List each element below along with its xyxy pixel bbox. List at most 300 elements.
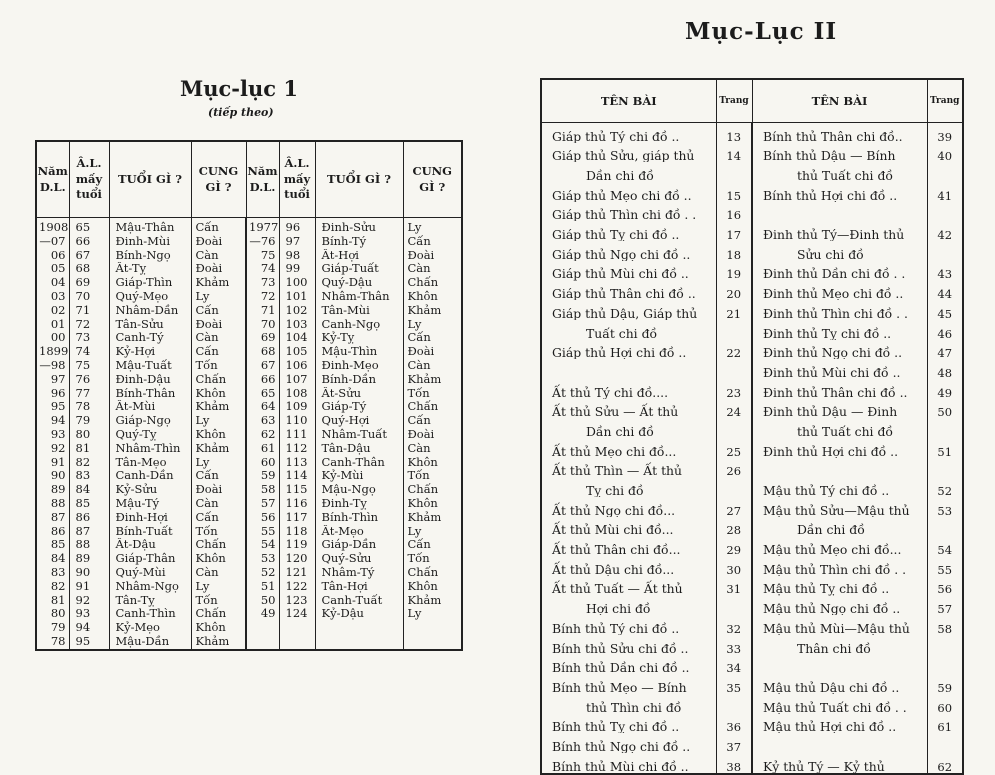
- table-row: [36, 469, 462, 483]
- toc-page-number: 31: [716, 576, 752, 596]
- cell-cung: Ly: [191, 290, 246, 304]
- table-row: [36, 607, 462, 621]
- cell-tuoi: Canh-Thìn: [109, 607, 191, 621]
- cell-tuoi2: Tân-Hợi: [315, 580, 403, 594]
- cell-al2: 118: [279, 525, 315, 539]
- toc-page-number: 49: [927, 379, 963, 399]
- cell-al2: 114: [279, 469, 315, 483]
- toc-page-number: 23: [716, 379, 752, 399]
- cell-cung2: Ly: [403, 525, 462, 539]
- cell-year2: 52: [246, 566, 279, 580]
- table-row: [36, 566, 462, 580]
- cell-al: 83: [69, 469, 109, 483]
- header-tuoi-2: TUỔI GÌ ?: [315, 141, 403, 218]
- toc-page-number: [927, 733, 963, 753]
- toc-page-number: 30: [716, 556, 752, 576]
- cell-year: —07: [36, 235, 69, 249]
- cell-cung: Đoài: [191, 235, 246, 249]
- cell-year: 81: [36, 594, 69, 608]
- toc-page-number: 36: [716, 714, 752, 734]
- cell-cung: Khôn: [191, 387, 246, 401]
- table-row: [36, 552, 462, 566]
- cell-year: 93: [36, 428, 69, 442]
- cell-al2: 116: [279, 497, 315, 511]
- cell-tuoi: Giáp-Thân: [109, 552, 191, 566]
- cell-tuoi2: Tân-Mùi: [315, 304, 403, 318]
- cell-year: 87: [36, 511, 69, 525]
- cell-year2: 67: [246, 359, 279, 373]
- toc-entry-title: Dần chi đồ: [752, 517, 927, 537]
- cell-al: 91: [69, 580, 109, 594]
- cell-cung2: Tốn: [403, 469, 462, 483]
- table-row: [36, 262, 462, 276]
- toc-entry-title: Ất thủ Tý chi đồ....: [541, 379, 716, 399]
- toc-page-number: 17: [716, 221, 752, 241]
- cell-al: 87: [69, 525, 109, 539]
- cell-year: 83: [36, 566, 69, 580]
- cell-cung: Tốn: [191, 359, 246, 373]
- cell-tuoi: Mậu-Tý: [109, 497, 191, 511]
- toc-row: [541, 694, 963, 714]
- cell-cung2: Chấn: [403, 483, 462, 497]
- table-row: [36, 511, 462, 525]
- toc-header-row: [541, 79, 963, 123]
- toc-row: [541, 221, 963, 241]
- toc-entry-title: thủ Tuất chi đồ: [752, 162, 927, 182]
- cell-cung2: Khảm: [403, 511, 462, 525]
- toc-page-number: 15: [716, 182, 752, 202]
- toc-row: [541, 733, 963, 753]
- cell-cung2: Chấn: [403, 276, 462, 290]
- cell-year: 96: [36, 387, 69, 401]
- toc-entry-title: Giáp thủ Ngọ chi đồ ..: [541, 241, 716, 261]
- cell-tuoi: Nhâm-Thìn: [109, 442, 191, 456]
- toc-page-number: 26: [716, 458, 752, 478]
- toc-page-number: [927, 418, 963, 438]
- cell-al: 73: [69, 331, 109, 345]
- cell-year2: [246, 635, 279, 650]
- cell-al2: 103: [279, 318, 315, 332]
- cell-al: 72: [69, 318, 109, 332]
- cell-al: 94: [69, 621, 109, 635]
- toc-page-number: 40: [927, 143, 963, 163]
- toc-entry-title: Mậu thủ Hợi chi đồ ..: [752, 714, 927, 734]
- cell-year: 97: [36, 373, 69, 387]
- toc-entry-title: Ất thủ Mẹo chi đồ...: [541, 438, 716, 458]
- cell-cung2: Khôn: [403, 290, 462, 304]
- table-row: [36, 249, 462, 263]
- cell-al: 88: [69, 538, 109, 552]
- toc-row: [541, 202, 963, 222]
- toc-page-number: 13: [716, 123, 752, 143]
- cell-cung2: Cấn: [403, 331, 462, 345]
- cell-year: 86: [36, 525, 69, 539]
- cell-year2: 50: [246, 594, 279, 608]
- cell-tuoi: Nhâm-Ngọ: [109, 580, 191, 594]
- toc-entry-title: Đinh thủ Hợi chi đồ ..: [752, 438, 927, 458]
- toc-entry-title: Bính thủ Tỵ chi đồ ..: [541, 714, 716, 734]
- cell-cung: Khôn: [191, 552, 246, 566]
- cell-cung2: [403, 635, 462, 650]
- toc-entry-title: Ất thủ Tuất — Ất thủ: [541, 576, 716, 596]
- cell-cung: Ly: [191, 414, 246, 428]
- toc-row: [541, 674, 963, 694]
- cell-cung: Chấn: [191, 373, 246, 387]
- toc-row: [541, 162, 963, 182]
- cell-tuoi: Kỷ-Sửu: [109, 483, 191, 497]
- cell-cung2: Chấn: [403, 400, 462, 414]
- cell-year: 1908: [36, 218, 69, 235]
- cell-al2: 111: [279, 428, 315, 442]
- toc-entry-title: Mậu thủ Thìn chi đồ . .: [752, 556, 927, 576]
- cell-year2: 57: [246, 497, 279, 511]
- cell-cung: Đoài: [191, 262, 246, 276]
- cell-year2: [246, 621, 279, 635]
- cell-cung: Cấn: [191, 511, 246, 525]
- table-row: [36, 400, 462, 414]
- cell-year: —98: [36, 359, 69, 373]
- table-row: [36, 387, 462, 401]
- cell-tuoi: Quý-Mẹo: [109, 290, 191, 304]
- cell-al2: 108: [279, 387, 315, 401]
- left-page: [0, 0, 480, 726]
- table-row: [36, 373, 462, 387]
- toc-row: [541, 556, 963, 576]
- cell-year: 90: [36, 469, 69, 483]
- cell-year2: 60: [246, 456, 279, 470]
- toc-entry-title: Ất thủ Dậu chi đồ...: [541, 556, 716, 576]
- cell-tuoi2: Ất-Sửu: [315, 387, 403, 401]
- cell-tuoi2: Bính-Tý: [315, 235, 403, 249]
- cell-tuoi2: [315, 621, 403, 635]
- toc-entry-title: [752, 733, 927, 753]
- cell-tuoi: Đinh-Mùi: [109, 235, 191, 249]
- cell-tuoi: Mậu-Thân: [109, 218, 191, 235]
- toc-page-number: 18: [716, 241, 752, 261]
- cell-cung: Càn: [191, 566, 246, 580]
- cell-year2: 69: [246, 331, 279, 345]
- cell-al2: 96: [279, 218, 315, 235]
- cell-cung: Khảm: [191, 400, 246, 414]
- toc-entry-title: Hợi chi đồ: [541, 596, 716, 616]
- cell-al2: 123: [279, 594, 315, 608]
- cell-cung2: Tốn: [403, 552, 462, 566]
- cell-year: 89: [36, 483, 69, 497]
- cell-al: 82: [69, 456, 109, 470]
- header-year: Năm D.L.: [36, 141, 69, 218]
- cell-year2: 56: [246, 511, 279, 525]
- toc-entry-title: Đinh thủ Dậu — Đinh: [752, 399, 927, 419]
- toc-page-number: 22: [716, 340, 752, 360]
- toc-entry-title: Đinh thủ Mùi chi đồ ..: [752, 359, 927, 379]
- toc-entry-title: [541, 359, 716, 379]
- toc-page-number: 19: [716, 261, 752, 281]
- cell-year2: 62: [246, 428, 279, 442]
- cell-year: 85: [36, 538, 69, 552]
- cell-cung: Cấn: [191, 304, 246, 318]
- cell-al: 70: [69, 290, 109, 304]
- cell-tuoi2: Bính-Thìn: [315, 511, 403, 525]
- cell-cung: Khảm: [191, 276, 246, 290]
- toc-header-page: Trang: [716, 79, 752, 123]
- cell-tuoi: Đinh-Dậu: [109, 373, 191, 387]
- toc-page-number: 37: [716, 733, 752, 753]
- cell-cung2: Đoài: [403, 249, 462, 263]
- toc-entry-title: Giáp thủ Hợi chi đồ ..: [541, 340, 716, 360]
- cell-year: 95: [36, 400, 69, 414]
- cell-al2: 99: [279, 262, 315, 276]
- cell-tuoi2: Ất-Hợi: [315, 249, 403, 263]
- toc-entry-title: Mậu thủ Mẹo chi đồ...: [752, 536, 927, 556]
- cell-cung2: Khôn: [403, 580, 462, 594]
- toc-row: [541, 438, 963, 458]
- cell-tuoi2: Kỷ-Dậu: [315, 607, 403, 621]
- cell-cung2: Đoài: [403, 428, 462, 442]
- table-row: [36, 304, 462, 318]
- toc-page-number: [716, 694, 752, 714]
- toc-page-number: [927, 655, 963, 675]
- toc-entry-title: Tuất chi đồ: [541, 320, 716, 340]
- cell-tuoi2: Bính-Dần: [315, 373, 403, 387]
- cell-tuoi: Nhâm-Dần: [109, 304, 191, 318]
- cell-al2: 117: [279, 511, 315, 525]
- toc-entry-title: Mậu thủ Ngọ chi đồ ..: [752, 596, 927, 616]
- cell-year2: 65: [246, 387, 279, 401]
- cell-al2: 110: [279, 414, 315, 428]
- toc-page-number: [927, 635, 963, 655]
- cell-cung: Chấn: [191, 607, 246, 621]
- toc-row: [541, 655, 963, 675]
- toc-page-number: 27: [716, 497, 752, 517]
- cell-cung: Càn: [191, 249, 246, 263]
- table-row: [36, 359, 462, 373]
- toc-row: [541, 497, 963, 517]
- cell-al2: 112: [279, 442, 315, 456]
- toc-entry-title: Mậu thủ Tỵ chi đồ ..: [752, 576, 927, 596]
- cell-cung: Ly: [191, 580, 246, 594]
- cell-tuoi: Kỷ-Mẹo: [109, 621, 191, 635]
- toc-row: [541, 418, 963, 438]
- cell-al2: [279, 621, 315, 635]
- cell-tuoi2: Kỷ-Mùi: [315, 469, 403, 483]
- cell-tuoi2: Canh-Tuất: [315, 594, 403, 608]
- cell-year: 80: [36, 607, 69, 621]
- cell-al2: 102: [279, 304, 315, 318]
- cell-tuoi2: Nhâm-Thân: [315, 290, 403, 304]
- cell-year2: 73: [246, 276, 279, 290]
- cell-year2: 71: [246, 304, 279, 318]
- cell-al: 86: [69, 511, 109, 525]
- toc-row: [541, 300, 963, 320]
- table-row: [36, 580, 462, 594]
- cell-cung2: Khảm: [403, 373, 462, 387]
- toc-page-number: 24: [716, 399, 752, 419]
- table-row: [36, 538, 462, 552]
- cell-tuoi2: Nhâm-Tý: [315, 566, 403, 580]
- table-row: [36, 483, 462, 497]
- cell-cung2: Ly: [403, 218, 462, 235]
- cell-cung2: Ly: [403, 318, 462, 332]
- toc-entry-title: Giáp thủ Dậu, Giáp thủ: [541, 300, 716, 320]
- table-row: [36, 345, 462, 359]
- toc-page-number: 41: [927, 182, 963, 202]
- page-title: Mục-lục 1: [180, 76, 298, 101]
- cell-tuoi2: Đinh-Sửu: [315, 218, 403, 235]
- toc-entry-title: Dần chi đồ: [541, 418, 716, 438]
- cell-year2: 58: [246, 483, 279, 497]
- toc-page-number: 54: [927, 536, 963, 556]
- cell-year: 84: [36, 552, 69, 566]
- toc-page-number: 20: [716, 281, 752, 301]
- cell-cung2: Càn: [403, 442, 462, 456]
- table-row: [36, 594, 462, 608]
- toc-entry-title: [752, 655, 927, 675]
- cell-al: 66: [69, 235, 109, 249]
- cell-al: 95: [69, 635, 109, 650]
- toc-page-number: 39: [927, 123, 963, 143]
- age-table-body: [36, 218, 462, 650]
- cell-cung2: Khôn: [403, 497, 462, 511]
- cell-al2: 113: [279, 456, 315, 470]
- cell-tuoi: Bính-Tuất: [109, 525, 191, 539]
- cell-cung2: Chấn: [403, 566, 462, 580]
- cell-tuoi2: Quý-Dậu: [315, 276, 403, 290]
- cell-tuoi: Kỷ-Hợi: [109, 345, 191, 359]
- cell-year2: 63: [246, 414, 279, 428]
- toc-table: [540, 78, 964, 775]
- toc-entry-title: Giáp thủ Tỵ chi đồ ..: [541, 221, 716, 241]
- cell-al: 65: [69, 218, 109, 235]
- toc-entry-title: thủ Tuất chi đồ: [752, 418, 927, 438]
- header-cung: CUNG GÌ ?: [191, 141, 246, 218]
- header-al-2: Â.L. mấy tuổi: [279, 141, 315, 218]
- cell-al2: 107: [279, 373, 315, 387]
- cell-tuoi2: Tân-Dậu: [315, 442, 403, 456]
- toc-page-number: 16: [716, 202, 752, 222]
- toc-page-number: 42: [927, 221, 963, 241]
- cell-year: 1899: [36, 345, 69, 359]
- table-row: [36, 318, 462, 332]
- cell-tuoi2: Mậu-Ngọ: [315, 483, 403, 497]
- cell-cung2: Càn: [403, 262, 462, 276]
- toc-entry-title: Bính thủ Dậu — Bính: [752, 143, 927, 163]
- toc-page-number: 52: [927, 477, 963, 497]
- toc-entry-title: Đinh thủ Dần chi đồ . .: [752, 261, 927, 281]
- cell-year: 94: [36, 414, 69, 428]
- cell-tuoi: Tân-Sửu: [109, 318, 191, 332]
- toc-entry-title: Ất thủ Thân chi đồ...: [541, 536, 716, 556]
- cell-year: 82: [36, 580, 69, 594]
- toc-page-number: 38: [716, 753, 752, 774]
- cell-al: 85: [69, 497, 109, 511]
- toc-row: [541, 536, 963, 556]
- cell-tuoi: Bính-Thân: [109, 387, 191, 401]
- cell-cung: Tốn: [191, 525, 246, 539]
- cell-tuoi: Đinh-Hợi: [109, 511, 191, 525]
- cell-al: 84: [69, 483, 109, 497]
- toc-page-number: [927, 458, 963, 478]
- cell-al: 93: [69, 607, 109, 621]
- header-year-2: Năm D.L.: [246, 141, 279, 218]
- toc-page-number: 46: [927, 320, 963, 340]
- toc-page-number: 51: [927, 438, 963, 458]
- toc-row: [541, 517, 963, 537]
- toc-row: [541, 123, 963, 143]
- cell-cung2: Cấn: [403, 538, 462, 552]
- table-row: [36, 497, 462, 511]
- cell-tuoi2: Giáp-Tuất: [315, 262, 403, 276]
- toc-row: [541, 615, 963, 635]
- cell-al2: 98: [279, 249, 315, 263]
- cell-year: 03: [36, 290, 69, 304]
- cell-year: 01: [36, 318, 69, 332]
- cell-tuoi: Tân-Tỵ: [109, 594, 191, 608]
- cell-cung: Càn: [191, 497, 246, 511]
- toc-entry-title: Ất thủ Ngọ chi đồ...: [541, 497, 716, 517]
- cell-cung: Cấn: [191, 345, 246, 359]
- cell-cung: Khảm: [191, 635, 246, 650]
- toc-page-number: 44: [927, 281, 963, 301]
- toc-page-number: 21: [716, 300, 752, 320]
- toc-row: [541, 477, 963, 497]
- toc-page-number: 53: [927, 497, 963, 517]
- toc-entry-title: Đinh thủ Ngọ chi đồ ..: [752, 340, 927, 360]
- cell-al: 79: [69, 414, 109, 428]
- toc-page-number: 62: [927, 753, 963, 774]
- toc-entry-title: Ất thủ Thìn — Ất thủ: [541, 458, 716, 478]
- cell-al2: 100: [279, 276, 315, 290]
- cell-al2: 105: [279, 345, 315, 359]
- toc-page-number: 61: [927, 714, 963, 734]
- toc-row: [541, 340, 963, 360]
- toc-page-number: 47: [927, 340, 963, 360]
- toc-page-number: 58: [927, 615, 963, 635]
- toc-page-number: [927, 162, 963, 182]
- toc-entry-title: Ất thủ Mùi chi đồ...: [541, 517, 716, 537]
- toc-entry-title: Đinh thủ Thân chi đồ ..: [752, 379, 927, 399]
- cell-year: 06: [36, 249, 69, 263]
- cell-cung2: Khôn: [403, 456, 462, 470]
- toc-entry-title: [752, 458, 927, 478]
- toc-page-number: 33: [716, 635, 752, 655]
- table-row: [36, 290, 462, 304]
- toc-entry-title: Tỵ chi đồ: [541, 477, 716, 497]
- toc-entry-title: Đinh thủ Tý—Đinh thủ: [752, 221, 927, 241]
- cell-cung: Khôn: [191, 621, 246, 635]
- cell-cung: Chấn: [191, 538, 246, 552]
- toc-page-number: 48: [927, 359, 963, 379]
- table-row: [36, 442, 462, 456]
- toc-page-number: 14: [716, 143, 752, 163]
- table-header-row: [36, 141, 462, 218]
- toc-entry-title: Giáp thủ Tý chi đồ ..: [541, 123, 716, 143]
- table-row: [36, 235, 462, 249]
- toc-page-number: 29: [716, 536, 752, 556]
- cell-year2: 59: [246, 469, 279, 483]
- cell-tuoi: Mậu-Dần: [109, 635, 191, 650]
- cell-tuoi: Ất-Mùi: [109, 400, 191, 414]
- toc-entry-title: Mậu thủ Sửu—Mậu thủ: [752, 497, 927, 517]
- toc-page-number: [716, 162, 752, 182]
- toc-row: [541, 261, 963, 281]
- cell-cung: Ly: [191, 456, 246, 470]
- cell-tuoi: Giáp-Ngọ: [109, 414, 191, 428]
- cell-cung2: Đoài: [403, 345, 462, 359]
- toc-page-number: [927, 202, 963, 222]
- cell-al2: [279, 635, 315, 650]
- toc-entry-title: Giáp thủ Mùi chi đồ ..: [541, 261, 716, 281]
- toc-row: [541, 241, 963, 261]
